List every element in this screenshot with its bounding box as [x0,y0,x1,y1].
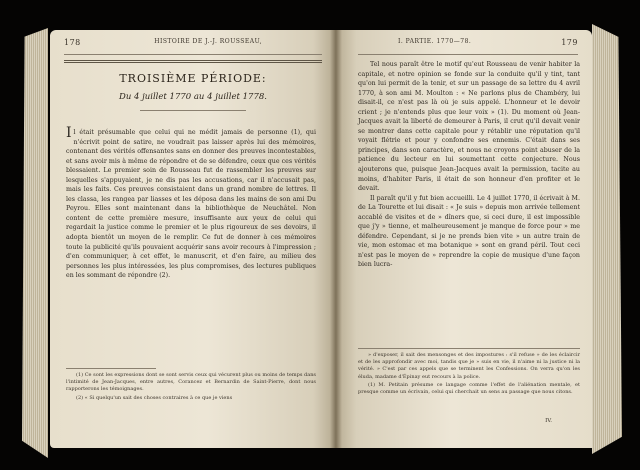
footnote: (2) « Si quelqu'un sait des choses contraires à ce que je viens [76,394,233,401]
page-edges-left [22,28,48,458]
right-page [336,30,592,448]
left-page-number: 178 [64,38,81,47]
section-subtitle: Du 4 juillet 1770 au 4 juillet 1778. [119,92,267,102]
right-body-text [358,60,580,270]
signature-mark: IV. [545,418,552,424]
left-running-head [64,38,322,47]
left-footnotes [66,372,316,403]
section-title: TROISIÈME PÉRIODE: [119,72,267,85]
footnote: » d'exposer, il sait des mensonges et des impostures : s'il refuse » de les éclaircir et de les approfondir avec moi, tandis que je » suis en vie, il n'aime ni la justice ni la vérité. » C'est par ces appels que se terminent les Confessions. On verra qu'on les éluda, madame d'Épinay eut recours à la police. [358,352,580,380]
left-page [50,30,336,448]
right-paragraph-2: Il paraît qu'il y fut bien accueilli. Le 4 juillet 1770, il écrivait à M. de La Tourette et lui disait : « Je suis » depuis mon arrivée tellement accablé de visites et de » dîners que, si ceci dure, il est impossible que j'y » tienne, et malheureusement je manque de force pour » me défendre. Cependant, si je ne prends bien vite » un autre train de vie, mon estomac et ma botanique » sont en grand péril. Tout ceci n'est pas le moyen de » reprendre la copie de musique d'une façon bien lucra- [358,194,580,269]
footnote-rule [358,348,580,349]
left-running-title: HISTOIRE DE J.-J. ROUSSEAU, [154,38,262,45]
right-page-number: 179 [561,38,578,47]
open-book [22,10,622,462]
section-rule-bottom [140,110,246,111]
right-paragraph-1: Tel nous paraît être le motif qu'eut Rousseau de venir habiter la capitale, et notre opinion se fonde sur la conduite qu'il y tint, tant qu'on lui permit de la tenir, et sur un passage de sa lettre du 4 avril 1770, à son ami M. Moulton : « Ne parlons plus de Chambéry, lui disait-il, ce n'est pas là où je suis appelé. L'honneur et le devoir crient ; je n'entends plus que leur voix » (1). Du moment où Jean-Jacques avait la liberté de demeurer à Paris, il crut qu'il devait venir se montrer dans cette capitale pour y rétablir une réputation qu'il voyait flétrie et pour y confondre ses ennemis. C'était dans ses principes, dans son caractère, et nous ne croyons point abuser de la patience du lecteur en lui soumettant cette conjecture. Nous ajouterons que, puisque Jean-Jacques avait la permission, tacite au moins, d'habiter Paris, il était de son honneur d'en profiter et le devait. [358,61,580,193]
page-edges-right [592,24,622,454]
gutter-shadow [330,30,342,448]
right-footnotes [358,352,580,397]
header-rule [64,54,322,55]
drop-cap: I [66,125,72,141]
section-rule-top [64,60,322,63]
left-body-text [66,125,316,281]
left-paragraph: l était présumable que celui qui ne médit jamais de personne (1), qui n'écrivit point de satire, ne voudrait pas laisser après lui des mémoires, contenant des vérités offensantes sans en donner des preuves incontestables, et sans avoir mis à même de répondre et de se défendre, ceux que ces vérités blessaient. Le premier soin de Rousseau fut de rassembler les preuves sur lesquelles s'appuyaient, je ne dis pas les accusations, car il n'accusait pas, mais les faits. Ces preuves consistaient dans un grand nombre de lettres. Il les classa, les rangea par liasses et les déposa dans les mains de son ami Du Peyrou. Elles sont maintenant dans la bibliothèque de Neuchâtel. Non content de cette première mesure, insuffisante aux yeux de celui qui regardait la justice comme le premier et le plus rigoureux de ses devoirs, il adopta bientôt un moyen de le remplir. Ce fut de donner à ces mémoires toute la publicité qu'ils pouvaient acquérir sans avoir recours à l'impression ; d'en communiquer, à cet effet, le manuscrit, et d'en faire, au milieu des personnes les plus intéressées, les plus compromises, des lectures publiques en les sommant de répondre (2). [66,129,316,280]
footnote: (1) M. Petitain présume ce langage comme l'effet de l'aliénation mentale, et presque comme un écrivain, celui qui cherchait un sens au passage que nous citons. [358,381,580,396]
footnote-rule [66,368,156,369]
header-rule [358,54,578,55]
footnote: (1) Ce sont les expressions dont se sont servis ceux qui vécurent plus ou moins de temps dans l'intimité de Jean-Jacques, entre autres, Corancez et Bernardin de Saint-Pierre, dont nous rapporterons les témoignages. [66,372,316,393]
right-running-head [358,38,578,47]
right-running-title: I. PARTIE. 1770—78. [398,38,472,45]
